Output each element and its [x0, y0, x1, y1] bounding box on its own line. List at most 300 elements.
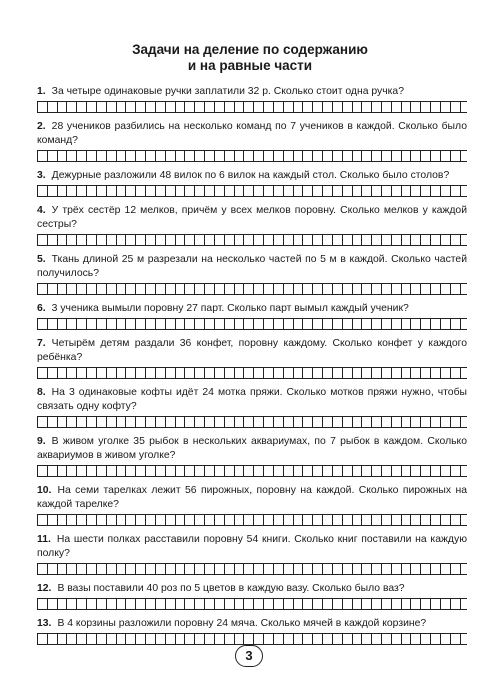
answer-cell[interactable]	[97, 235, 107, 245]
answer-cell[interactable]	[185, 284, 195, 294]
answer-cell[interactable]	[215, 151, 225, 161]
answer-cell[interactable]	[136, 634, 146, 644]
answer-cell[interactable]	[362, 466, 372, 476]
answer-cell[interactable]	[362, 515, 372, 525]
answer-cell[interactable]	[313, 564, 323, 574]
answer-cell[interactable]	[431, 368, 441, 378]
answer-cell[interactable]	[441, 102, 451, 112]
answer-cell[interactable]	[362, 151, 372, 161]
answer-cell[interactable]	[431, 284, 441, 294]
answer-cell[interactable]	[313, 466, 323, 476]
answer-cell[interactable]	[441, 599, 451, 609]
answer-cell[interactable]	[264, 634, 274, 644]
answer-cell[interactable]	[441, 186, 451, 196]
answer-cell[interactable]	[176, 319, 186, 329]
answer-cell[interactable]	[67, 417, 77, 427]
answer-cell[interactable]	[402, 564, 412, 574]
answer-cell[interactable]	[382, 599, 392, 609]
answer-cell[interactable]	[382, 368, 392, 378]
answer-cell[interactable]	[156, 151, 166, 161]
answer-cell[interactable]	[323, 151, 333, 161]
answer-grid[interactable]	[37, 633, 467, 645]
answer-cell[interactable]	[343, 515, 353, 525]
answer-cell[interactable]	[303, 284, 313, 294]
answer-cell[interactable]	[382, 466, 392, 476]
answer-cell[interactable]	[284, 599, 294, 609]
answer-cell[interactable]	[77, 284, 87, 294]
answer-cell[interactable]	[441, 284, 451, 294]
answer-cell[interactable]	[117, 515, 127, 525]
answer-cell[interactable]	[67, 284, 77, 294]
answer-cell[interactable]	[441, 151, 451, 161]
answer-cell[interactable]	[372, 417, 382, 427]
answer-cell[interactable]	[402, 466, 412, 476]
answer-cell[interactable]	[87, 466, 97, 476]
answer-cell[interactable]	[343, 466, 353, 476]
answer-cell[interactable]	[146, 102, 156, 112]
answer-cell[interactable]	[372, 319, 382, 329]
answer-cell[interactable]	[411, 235, 421, 245]
answer-cell[interactable]	[441, 235, 451, 245]
answer-cell[interactable]	[264, 466, 274, 476]
answer-cell[interactable]	[225, 466, 235, 476]
answer-cell[interactable]	[185, 515, 195, 525]
answer-cell[interactable]	[451, 368, 461, 378]
answer-cell[interactable]	[264, 368, 274, 378]
answer-cell[interactable]	[107, 235, 117, 245]
answer-cell[interactable]	[146, 634, 156, 644]
answer-cell[interactable]	[431, 319, 441, 329]
answer-cell[interactable]	[372, 186, 382, 196]
answer-cell[interactable]	[451, 564, 461, 574]
answer-cell[interactable]	[382, 186, 392, 196]
answer-cell[interactable]	[254, 102, 264, 112]
answer-cell[interactable]	[176, 634, 186, 644]
answer-cell[interactable]	[333, 634, 343, 644]
answer-cell[interactable]	[303, 186, 313, 196]
answer-cell[interactable]	[225, 564, 235, 574]
answer-cell[interactable]	[48, 319, 58, 329]
answer-cell[interactable]	[126, 235, 136, 245]
answer-cell[interactable]	[185, 319, 195, 329]
answer-cell[interactable]	[38, 564, 48, 574]
answer-cell[interactable]	[215, 466, 225, 476]
answer-cell[interactable]	[244, 186, 254, 196]
answer-cell[interactable]	[77, 564, 87, 574]
answer-cell[interactable]	[323, 284, 333, 294]
answer-cell[interactable]	[362, 634, 372, 644]
answer-cell[interactable]	[67, 515, 77, 525]
answer-cell[interactable]	[264, 417, 274, 427]
answer-cell[interactable]	[372, 634, 382, 644]
answer-cell[interactable]	[323, 186, 333, 196]
answer-cell[interactable]	[284, 634, 294, 644]
answer-cell[interactable]	[303, 599, 313, 609]
answer-cell[interactable]	[235, 186, 245, 196]
answer-cell[interactable]	[382, 515, 392, 525]
answer-cell[interactable]	[58, 151, 68, 161]
answer-cell[interactable]	[58, 368, 68, 378]
answer-cell[interactable]	[38, 151, 48, 161]
answer-cell[interactable]	[313, 368, 323, 378]
answer-cell[interactable]	[48, 634, 58, 644]
answer-cell[interactable]	[323, 515, 333, 525]
answer-cell[interactable]	[205, 515, 215, 525]
answer-cell[interactable]	[274, 102, 284, 112]
answer-cell[interactable]	[185, 634, 195, 644]
answer-cell[interactable]	[294, 466, 304, 476]
answer-cell[interactable]	[284, 466, 294, 476]
answer-cell[interactable]	[38, 102, 48, 112]
answer-cell[interactable]	[451, 466, 461, 476]
answer-cell[interactable]	[48, 235, 58, 245]
answer-cell[interactable]	[431, 151, 441, 161]
answer-cell[interactable]	[313, 186, 323, 196]
answer-cell[interactable]	[274, 368, 284, 378]
answer-cell[interactable]	[58, 284, 68, 294]
answer-cell[interactable]	[97, 284, 107, 294]
answer-cell[interactable]	[294, 186, 304, 196]
answer-cell[interactable]	[176, 102, 186, 112]
answer-cell[interactable]	[215, 235, 225, 245]
answer-cell[interactable]	[411, 564, 421, 574]
answer-cell[interactable]	[97, 599, 107, 609]
answer-cell[interactable]	[215, 599, 225, 609]
answer-cell[interactable]	[97, 417, 107, 427]
answer-cell[interactable]	[126, 151, 136, 161]
answer-cell[interactable]	[264, 235, 274, 245]
answer-cell[interactable]	[77, 515, 87, 525]
answer-cell[interactable]	[185, 466, 195, 476]
answer-cell[interactable]	[117, 151, 127, 161]
answer-cell[interactable]	[67, 599, 77, 609]
answer-cell[interactable]	[185, 235, 195, 245]
answer-cell[interactable]	[195, 102, 205, 112]
answer-cell[interactable]	[185, 102, 195, 112]
answer-cell[interactable]	[254, 368, 264, 378]
answer-cell[interactable]	[353, 564, 363, 574]
answer-cell[interactable]	[126, 515, 136, 525]
answer-cell[interactable]	[225, 235, 235, 245]
answer-cell[interactable]	[333, 235, 343, 245]
answer-cell[interactable]	[235, 599, 245, 609]
answer-cell[interactable]	[313, 417, 323, 427]
answer-cell[interactable]	[421, 599, 431, 609]
answer-cell[interactable]	[353, 235, 363, 245]
answer-cell[interactable]	[353, 417, 363, 427]
answer-cell[interactable]	[313, 151, 323, 161]
answer-cell[interactable]	[117, 599, 127, 609]
answer-cell[interactable]	[166, 564, 176, 574]
answer-cell[interactable]	[156, 186, 166, 196]
answer-cell[interactable]	[136, 235, 146, 245]
answer-cell[interactable]	[353, 634, 363, 644]
answer-cell[interactable]	[185, 368, 195, 378]
answer-cell[interactable]	[333, 564, 343, 574]
answer-cell[interactable]	[48, 284, 58, 294]
answer-cell[interactable]	[323, 466, 333, 476]
answer-cell[interactable]	[38, 284, 48, 294]
answer-cell[interactable]	[244, 599, 254, 609]
answer-cell[interactable]	[107, 368, 117, 378]
answer-cell[interactable]	[107, 284, 117, 294]
answer-cell[interactable]	[392, 319, 402, 329]
answer-cell[interactable]	[126, 186, 136, 196]
answer-cell[interactable]	[333, 151, 343, 161]
answer-cell[interactable]	[107, 319, 117, 329]
answer-cell[interactable]	[441, 319, 451, 329]
answer-cell[interactable]	[323, 417, 333, 427]
answer-cell[interactable]	[392, 151, 402, 161]
answer-cell[interactable]	[421, 151, 431, 161]
answer-cell[interactable]	[294, 102, 304, 112]
answer-cell[interactable]	[353, 284, 363, 294]
answer-cell[interactable]	[303, 417, 313, 427]
answer-cell[interactable]	[431, 417, 441, 427]
answer-cell[interactable]	[372, 151, 382, 161]
answer-cell[interactable]	[107, 634, 117, 644]
answer-cell[interactable]	[392, 466, 402, 476]
answer-cell[interactable]	[38, 634, 48, 644]
answer-cell[interactable]	[284, 564, 294, 574]
answer-cell[interactable]	[441, 634, 451, 644]
answer-cell[interactable]	[333, 284, 343, 294]
answer-cell[interactable]	[353, 599, 363, 609]
answer-cell[interactable]	[264, 319, 274, 329]
answer-cell[interactable]	[294, 235, 304, 245]
answer-cell[interactable]	[441, 417, 451, 427]
answer-cell[interactable]	[67, 368, 77, 378]
answer-cell[interactable]	[303, 634, 313, 644]
answer-cell[interactable]	[225, 151, 235, 161]
answer-cell[interactable]	[126, 102, 136, 112]
answer-cell[interactable]	[225, 319, 235, 329]
answer-cell[interactable]	[421, 417, 431, 427]
answer-cell[interactable]	[205, 466, 215, 476]
answer-cell[interactable]	[254, 466, 264, 476]
answer-cell[interactable]	[411, 599, 421, 609]
answer-cell[interactable]	[392, 284, 402, 294]
answer-cell[interactable]	[87, 284, 97, 294]
answer-cell[interactable]	[176, 368, 186, 378]
answer-cell[interactable]	[411, 319, 421, 329]
answer-cell[interactable]	[343, 564, 353, 574]
answer-cell[interactable]	[254, 515, 264, 525]
answer-cell[interactable]	[362, 319, 372, 329]
answer-cell[interactable]	[451, 599, 461, 609]
answer-cell[interactable]	[244, 515, 254, 525]
answer-cell[interactable]	[333, 515, 343, 525]
answer-cell[interactable]	[48, 368, 58, 378]
answer-cell[interactable]	[58, 186, 68, 196]
answer-cell[interactable]	[421, 235, 431, 245]
answer-cell[interactable]	[215, 102, 225, 112]
answer-cell[interactable]	[48, 102, 58, 112]
answer-cell[interactable]	[274, 417, 284, 427]
answer-cell[interactable]	[451, 284, 461, 294]
answer-cell[interactable]	[195, 466, 205, 476]
answer-cell[interactable]	[294, 417, 304, 427]
answer-cell[interactable]	[244, 284, 254, 294]
answer-cell[interactable]	[97, 151, 107, 161]
answer-grid[interactable]	[37, 101, 467, 113]
answer-cell[interactable]	[107, 599, 117, 609]
answer-cell[interactable]	[411, 515, 421, 525]
answer-cell[interactable]	[166, 634, 176, 644]
answer-grid[interactable]	[37, 598, 467, 610]
answer-cell[interactable]	[431, 515, 441, 525]
answer-cell[interactable]	[284, 151, 294, 161]
answer-cell[interactable]	[353, 186, 363, 196]
answer-cell[interactable]	[87, 151, 97, 161]
answer-cell[interactable]	[303, 564, 313, 574]
answer-cell[interactable]	[313, 599, 323, 609]
answer-cell[interactable]	[195, 417, 205, 427]
answer-cell[interactable]	[87, 368, 97, 378]
answer-cell[interactable]	[362, 102, 372, 112]
answer-cell[interactable]	[313, 235, 323, 245]
answer-cell[interactable]	[254, 564, 264, 574]
answer-cell[interactable]	[156, 599, 166, 609]
answer-cell[interactable]	[441, 564, 451, 574]
answer-cell[interactable]	[333, 417, 343, 427]
answer-cell[interactable]	[117, 102, 127, 112]
answer-cell[interactable]	[274, 515, 284, 525]
answer-cell[interactable]	[97, 319, 107, 329]
answer-cell[interactable]	[382, 634, 392, 644]
answer-cell[interactable]	[87, 634, 97, 644]
answer-grid[interactable]	[37, 514, 467, 526]
answer-cell[interactable]	[166, 319, 176, 329]
answer-cell[interactable]	[254, 319, 264, 329]
answer-cell[interactable]	[58, 319, 68, 329]
answer-cell[interactable]	[205, 599, 215, 609]
answer-cell[interactable]	[274, 186, 284, 196]
answer-cell[interactable]	[323, 599, 333, 609]
answer-cell[interactable]	[58, 417, 68, 427]
answer-cell[interactable]	[372, 515, 382, 525]
answer-cell[interactable]	[235, 284, 245, 294]
answer-cell[interactable]	[87, 564, 97, 574]
answer-cell[interactable]	[264, 284, 274, 294]
answer-cell[interactable]	[136, 564, 146, 574]
answer-cell[interactable]	[244, 417, 254, 427]
answer-cell[interactable]	[402, 417, 412, 427]
answer-cell[interactable]	[362, 235, 372, 245]
answer-cell[interactable]	[372, 466, 382, 476]
answer-cell[interactable]	[353, 102, 363, 112]
answer-cell[interactable]	[274, 235, 284, 245]
answer-cell[interactable]	[451, 319, 461, 329]
answer-cell[interactable]	[235, 564, 245, 574]
answer-cell[interactable]	[97, 515, 107, 525]
answer-cell[interactable]	[67, 564, 77, 574]
answer-cell[interactable]	[77, 235, 87, 245]
answer-cell[interactable]	[421, 634, 431, 644]
answer-cell[interactable]	[146, 599, 156, 609]
answer-cell[interactable]	[392, 599, 402, 609]
answer-cell[interactable]	[38, 368, 48, 378]
answer-cell[interactable]	[38, 515, 48, 525]
answer-cell[interactable]	[195, 368, 205, 378]
answer-cell[interactable]	[313, 634, 323, 644]
answer-cell[interactable]	[97, 102, 107, 112]
answer-cell[interactable]	[117, 319, 127, 329]
answer-cell[interactable]	[254, 235, 264, 245]
answer-cell[interactable]	[421, 515, 431, 525]
answer-cell[interactable]	[107, 564, 117, 574]
answer-cell[interactable]	[411, 634, 421, 644]
answer-cell[interactable]	[353, 515, 363, 525]
answer-cell[interactable]	[156, 102, 166, 112]
answer-cell[interactable]	[323, 368, 333, 378]
answer-cell[interactable]	[264, 599, 274, 609]
answer-cell[interactable]	[244, 151, 254, 161]
answer-cell[interactable]	[372, 102, 382, 112]
answer-cell[interactable]	[392, 102, 402, 112]
answer-cell[interactable]	[38, 319, 48, 329]
answer-cell[interactable]	[402, 186, 412, 196]
answer-cell[interactable]	[67, 151, 77, 161]
answer-cell[interactable]	[215, 284, 225, 294]
answer-cell[interactable]	[303, 466, 313, 476]
answer-cell[interactable]	[421, 368, 431, 378]
answer-cell[interactable]	[323, 319, 333, 329]
answer-cell[interactable]	[235, 319, 245, 329]
answer-cell[interactable]	[107, 186, 117, 196]
answer-cell[interactable]	[372, 368, 382, 378]
answer-cell[interactable]	[205, 417, 215, 427]
answer-cell[interactable]	[303, 102, 313, 112]
answer-cell[interactable]	[382, 102, 392, 112]
answer-cell[interactable]	[156, 466, 166, 476]
answer-cell[interactable]	[451, 151, 461, 161]
answer-cell[interactable]	[441, 466, 451, 476]
answer-cell[interactable]	[294, 151, 304, 161]
answer-cell[interactable]	[195, 599, 205, 609]
answer-cell[interactable]	[362, 417, 372, 427]
answer-cell[interactable]	[146, 564, 156, 574]
answer-cell[interactable]	[225, 634, 235, 644]
answer-cell[interactable]	[38, 235, 48, 245]
answer-cell[interactable]	[274, 564, 284, 574]
answer-cell[interactable]	[185, 599, 195, 609]
answer-cell[interactable]	[185, 151, 195, 161]
answer-cell[interactable]	[303, 515, 313, 525]
answer-cell[interactable]	[254, 599, 264, 609]
answer-cell[interactable]	[215, 564, 225, 574]
answer-cell[interactable]	[136, 186, 146, 196]
answer-cell[interactable]	[382, 235, 392, 245]
answer-cell[interactable]	[323, 102, 333, 112]
answer-cell[interactable]	[146, 186, 156, 196]
answer-grid[interactable]	[37, 318, 467, 330]
answer-cell[interactable]	[77, 102, 87, 112]
answer-cell[interactable]	[87, 102, 97, 112]
answer-cell[interactable]	[392, 235, 402, 245]
answer-cell[interactable]	[362, 599, 372, 609]
answer-cell[interactable]	[294, 564, 304, 574]
answer-cell[interactable]	[205, 102, 215, 112]
answer-cell[interactable]	[117, 235, 127, 245]
answer-cell[interactable]	[382, 319, 392, 329]
answer-cell[interactable]	[313, 319, 323, 329]
answer-cell[interactable]	[215, 368, 225, 378]
answer-cell[interactable]	[421, 102, 431, 112]
answer-cell[interactable]	[146, 284, 156, 294]
answer-cell[interactable]	[274, 634, 284, 644]
answer-cell[interactable]	[205, 368, 215, 378]
